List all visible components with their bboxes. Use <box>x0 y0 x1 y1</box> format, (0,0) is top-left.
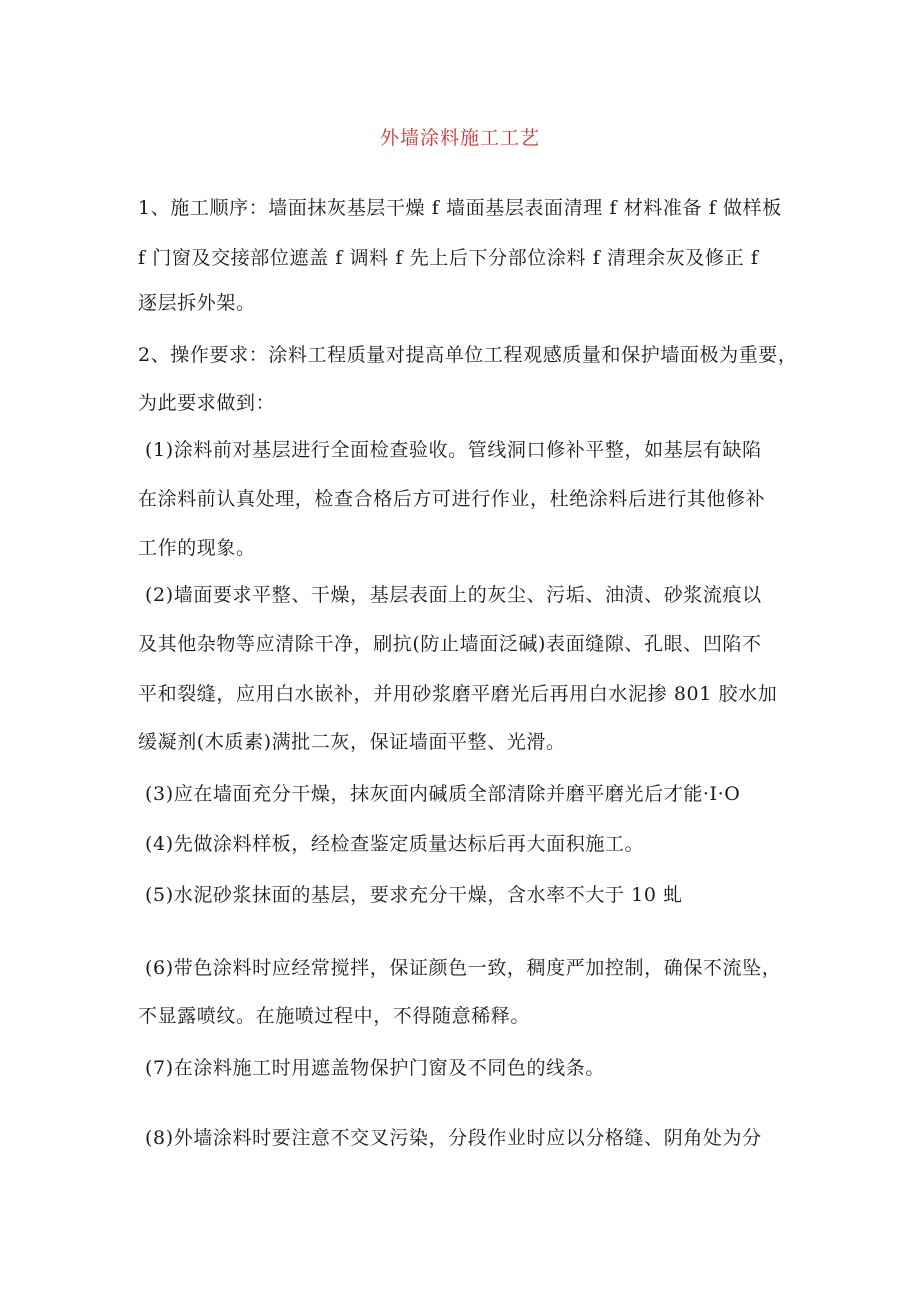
text-line-18: (7)在涂料施工时用遮盖物保护门窗及不同色的线条。 <box>145 1057 605 1079</box>
text-line-10: 及其他杂物等应清除干净，刷抗(防止墙面泛碱)表面缝隙、孔眼、凹陷不 <box>138 633 762 655</box>
text-line-13: (3)应在墙面充分干燥，抹灰面内碱质全部清除并磨平磨光后才能·I·O <box>145 783 741 805</box>
text-line-7: 在涂料前认真处理，检查合格后方可进行作业，杜绝涂料后进行其他修补 <box>138 488 766 510</box>
text-line-17: 不显露喷纹。在施喷过程中，不得随意稀释。 <box>138 1005 531 1027</box>
text-line-1: 1、施工顺序：墙面抹灰基层干燥 f 墙面基层表面清理 f 材料准备 f 做样板 <box>138 197 782 219</box>
text-line-14: (4)先做涂料样板，经检查鉴定质量达标后再大面积施工。 <box>145 833 645 855</box>
text-line-4: 2、操作要求：涂料工程质量对提高单位工程观感质量和保护墙面极为重要， <box>138 344 798 366</box>
text-line-16: (6)带色涂料时应经常搅拌，保证颜色一致，稠度严加控制，确保不流坠， <box>145 957 782 979</box>
text-line-11: 平和裂缝，应用白水嵌补，并用砂浆磨平磨光后再用白水泥掺 801 胶水加 <box>138 683 778 705</box>
text-line-15: (5)水泥砂浆抹面的基层，要求充分干燥，含水率不大于 10 虬 <box>145 884 683 906</box>
text-line-2: f 门窗及交接部位遮盖 f 调料 f 先上后下分部位涂料 f 清理余灰及修正 f <box>138 247 759 269</box>
text-line-3: 逐层拆外架。 <box>138 292 256 314</box>
text-line-8: 工作的现象。 <box>138 537 256 559</box>
text-line-19: (8)外墙涂料时要注意不交叉污染，分段作业时应以分格缝、阴角处为分 <box>145 1127 762 1149</box>
text-line-9: (2)墙面要求平整、干燥，基层表面上的灰尘、污垢、油渍、砂浆流痕以 <box>145 584 762 606</box>
text-line-6: (1)涂料前对基层进行全面检查验收。管线洞口修补平整，如基层有缺陷 <box>145 439 762 461</box>
document-title: 外墙涂料施工工艺 <box>379 127 540 149</box>
text-line-5: 为此要求做到： <box>138 392 276 414</box>
text-line-12: 缓凝剂(木质素)满批二灰，保证墙面平整、光滑。 <box>138 731 566 753</box>
